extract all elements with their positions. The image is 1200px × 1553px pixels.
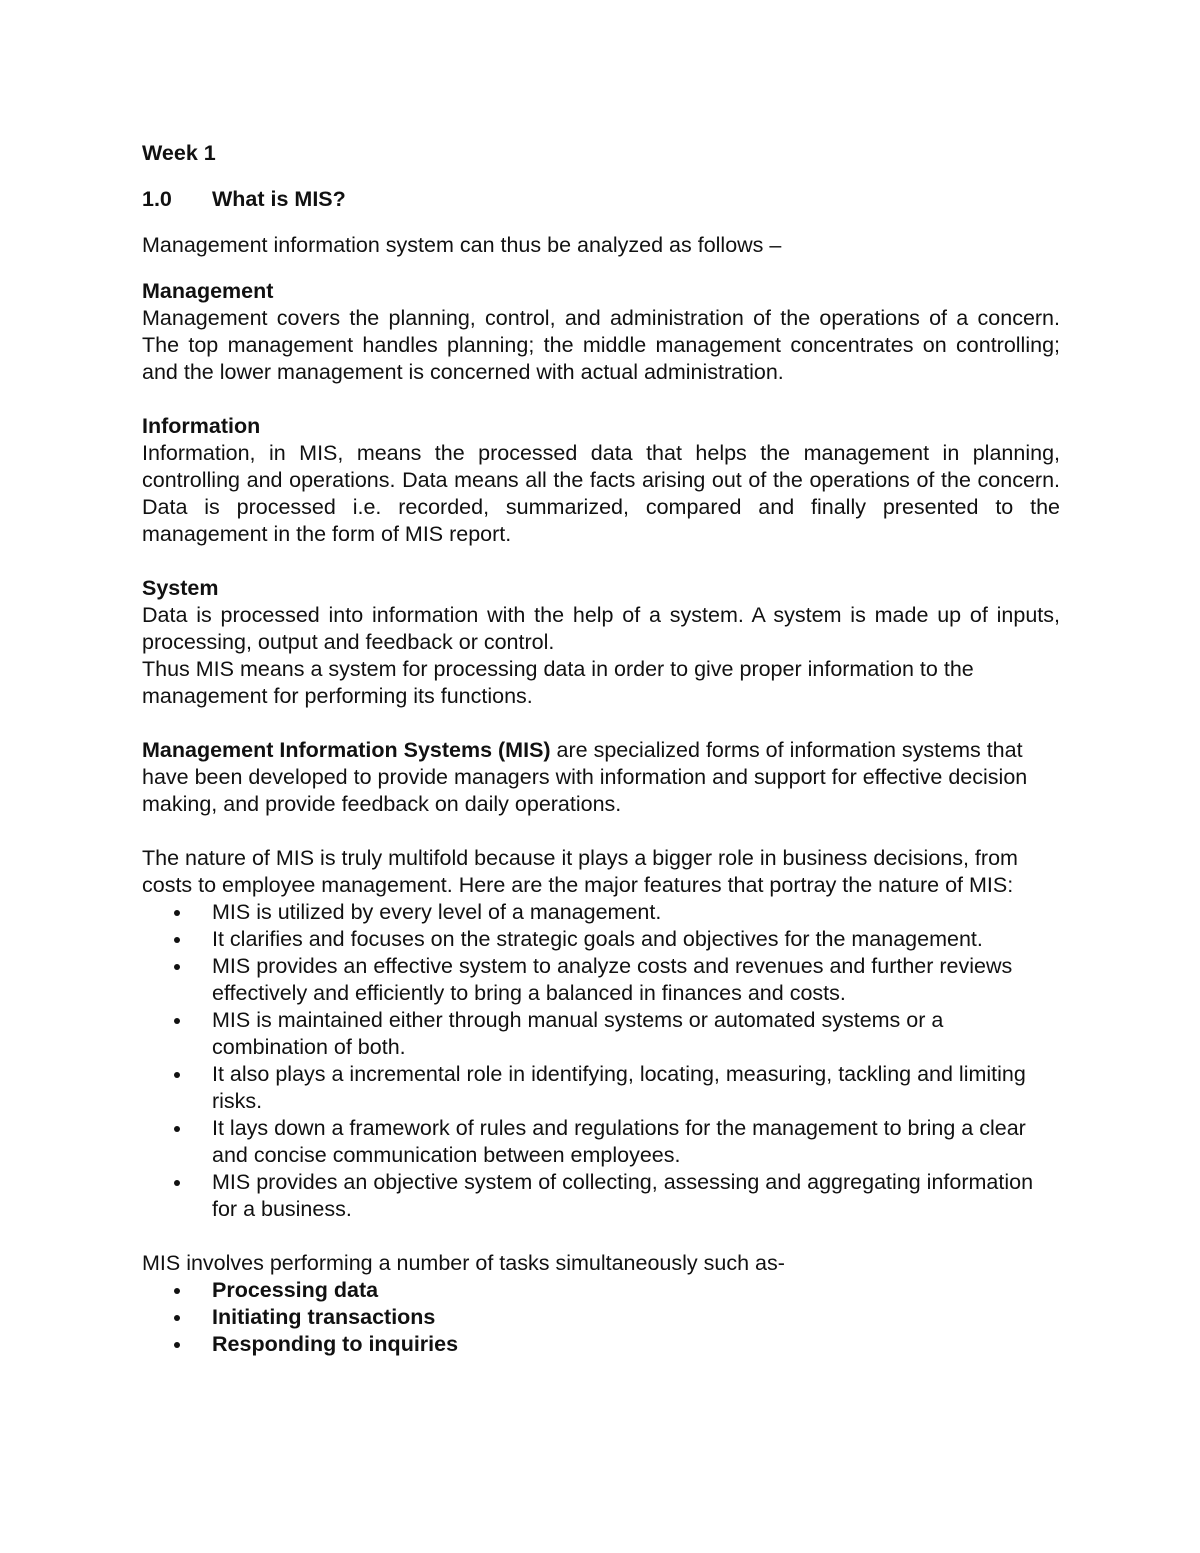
week-label: Week 1	[142, 141, 216, 165]
list-item-text: MIS provides an effective system to analyze costs and revenues and further reviews effectively and efficiently to bring a balanced in finances and costs.	[212, 954, 1013, 1005]
list-item	[142, 1331, 1060, 1358]
information-term: Information	[142, 414, 261, 438]
system-block	[142, 575, 1060, 710]
mis-definition-text: are specialized forms of information systems that have been developed to provide managers with information and support for effective decision making, and provide feedback on daily operations.	[142, 738, 1028, 816]
tasks-list	[142, 1277, 1060, 1358]
bullet-icon	[174, 1342, 180, 1348]
system-term: System	[142, 576, 219, 600]
list-item	[142, 953, 1060, 1007]
intro-paragraph: Management information system can thus be analyzed as follows –	[142, 233, 782, 257]
information-text: Information, in MIS, means the processed data that helps the management in planning, controlling and operations. Data means all the facts arising out of the operations of the concern. Data is processed i.e. recorded, summarized, compared and finally presented to the management in the form of MIS report.	[142, 441, 1060, 546]
bullet-icon	[174, 1072, 180, 1078]
list-item-text: Responding to inquiries	[212, 1332, 459, 1356]
tasks-intro: MIS involves performing a number of tasks simultaneously such as-	[142, 1251, 785, 1275]
management-term: Management	[142, 279, 274, 303]
list-item-text: It lays down a framework of rules and regulations for the management to bring a clear and concise communication between employees.	[212, 1116, 1026, 1167]
bullet-icon	[174, 964, 180, 970]
section-title: What is MIS?	[212, 187, 346, 211]
list-item	[142, 1277, 1060, 1304]
bullet-icon	[174, 1315, 180, 1321]
management-text: Management covers the planning, control, and administration of the operations of a concern. The top management handles planning; the middle management concentrates on controlling; and the lower management is concerned with actual administration.	[142, 306, 1060, 384]
bullet-icon	[174, 1126, 180, 1132]
information-block	[142, 413, 1060, 548]
system-text-1: Data is processed into information with the help of a system. A system is made up of inputs, processing, output and feedback or control.	[142, 603, 1060, 654]
bullet-icon	[174, 1180, 180, 1186]
list-item-text: MIS is maintained either through manual systems or automated systems or a combination of both.	[212, 1008, 944, 1059]
document-body	[142, 140, 1060, 1358]
list-item	[142, 1169, 1060, 1223]
list-item-text: Processing data	[212, 1278, 379, 1302]
list-item	[142, 899, 1060, 926]
bullet-icon	[174, 937, 180, 943]
list-item-text: MIS is utilized by every level of a management.	[212, 900, 662, 924]
nature-intro: The nature of MIS is truly multifold because it plays a bigger role in business decisions, from costs to employee management. Here are the major features that portray the nature of MIS:	[142, 846, 1018, 897]
list-item	[142, 1061, 1060, 1115]
section-heading	[142, 186, 1060, 213]
bullet-icon	[174, 1018, 180, 1024]
list-item	[142, 1007, 1060, 1061]
mis-definition-paragraph	[142, 737, 1060, 818]
list-item-text: It also plays a incremental role in identifying, locating, measuring, tackling and limiting risks.	[212, 1062, 1026, 1113]
list-item	[142, 1304, 1060, 1331]
mis-definition-term: Management Information Systems (MIS)	[142, 738, 551, 762]
list-item	[142, 926, 1060, 953]
list-item-text: It clarifies and focuses on the strategic goals and objectives for the management.	[212, 927, 983, 951]
management-block	[142, 278, 1060, 386]
nature-feature-list	[142, 899, 1060, 1223]
system-text-2: Thus MIS means a system for processing data in order to give proper information to the management for performing its functions.	[142, 657, 974, 708]
bullet-icon	[174, 910, 180, 916]
section-number: 1.0	[142, 187, 172, 211]
list-item	[142, 1115, 1060, 1169]
list-item-text: Initiating transactions	[212, 1305, 436, 1329]
list-item-text: MIS provides an objective system of collecting, assessing and aggregating information for a business.	[212, 1170, 1034, 1221]
bullet-icon	[174, 1288, 180, 1294]
